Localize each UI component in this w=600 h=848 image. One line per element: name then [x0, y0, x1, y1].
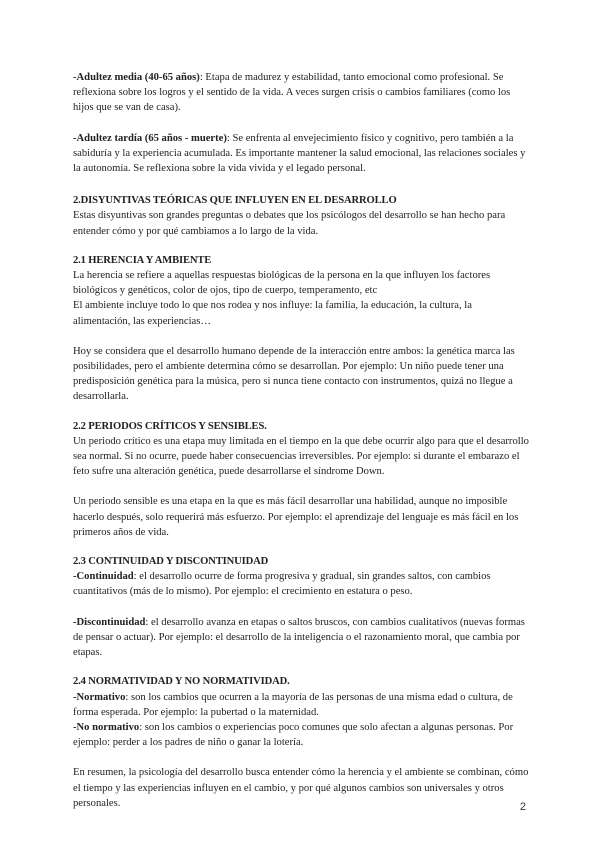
sensitive-period-paragraph: Un periodo sensible es una etapa en la que es más fácil desarrollar una habilidad, aunque no imposible hacerlo después, solo requerirá más esfuerzo. Por ejemplo: el aprendizaje del lenguaje es más fácil en los primeros años de vida. [73, 496, 519, 538]
section-heading-2-2: 2.2 PERIODOS CRÍTICOS Y SENSIBLES. [73, 420, 267, 432]
page-number: 2 [519, 801, 526, 813]
stage-paragraph-late-adulthood [73, 131, 531, 177]
normative-paragraph [73, 690, 531, 720]
discontinuity-term: -Discontinuidad [73, 616, 146, 628]
discontinuity-paragraph [73, 615, 531, 661]
discontinuity-text: : el desarrollo avanza en etapas o saltos bruscos, con cambios cualitativos (nuevas formas de pensar o actuar). Por ejemplo: el desarrollo de la inteligencia o el razonamiento moral, que cambia por etapas. [73, 616, 525, 659]
non-normative-text: : son los cambios o experiencias poco comunes que solo afectan a algunas personas. Por ejemplo: perder a los padres de niño o ganar la lotería. [73, 721, 514, 749]
section-heading-2: 2.DISYUNTIVAS TEÓRICAS QUE INFLUYEN EN EL DESARROLLO [73, 195, 397, 207]
page-content [73, 70, 531, 811]
stage-paragraph-middle-adulthood [73, 70, 531, 116]
non-normative-term: -No normativo [73, 721, 140, 733]
interaction-paragraph: Hoy se considera que el desarrollo humano depende de la interacción entre ambos: la genética marca las posibilidades, pero el ambiente determina cómo se desarrollan. Por ejemplo: Un niño puede tener una predisposición genética para la música, pero si nunca tiene contacto con instrumentos, quizá no llegue a desarrollarla. [73, 345, 515, 403]
stage-text: : Se enfrenta al envejecimiento físico y cognitivo, pero también a la sabiduría y la experiencia acumulada. Es importante mantener la salud emocional, las relaciones sociales y la autonomía. Se reflexiona sobre la vida vivida y el legado personal. [73, 132, 526, 175]
stage-text: : Etapa de madurez y estabilidad, tanto emocional como profesional. Se reflexiona sobre los logros y el sentido de la vida. A veces surgen crisis o cambios familiares (como los hijos que se van de casa). [73, 72, 511, 114]
critical-period-paragraph: Un periodo crítico es una etapa muy limitada en el tiempo en la que debe ocurrir algo para que el desarrollo sea normal. Si no ocurre, puede haber consecuencias irreversibles. Por ejemplo: si durante el embarazo el feto sufre una alteración genética, puede desarrollarse el síndrome Down. [73, 435, 529, 478]
summary-paragraph: En resumen, la psicología del desarrollo busca entender cómo la herencia y el ambiente se combinan, cómo el tiempo y las experiencias influyen en el cambio, y por qué algunos cambios son universales y otros personales. [73, 767, 529, 809]
heredity-paragraph: La herencia se refiere a aquellas respuestas biológicas de la persona en la que influyen los factores biológicos y genéticos, color de ojos, tipo de cuerpo, temperamento, etc [73, 270, 491, 297]
section-heading-2-1: 2.1 HERENCIA Y AMBIENTE [73, 254, 212, 266]
normative-text: : son los cambios que ocurren a la mayoría de las personas de una misma edad o cultura, de forma esperada. Por ejemplo: la pubertad o la maternidad. [73, 691, 513, 718]
continuity-text: : el desarrollo ocurre de forma progresiva y gradual, sin grandes saltos, con cambios cuantitativos (más de lo mismo). Por ejemplo: el crecimiento en estatura o peso. [73, 571, 491, 598]
stage-term: -Adultez tardía (65 años - muerte) [73, 132, 227, 144]
section-2-intro: Estas disyuntivas son grandes preguntas o debates que los psicólogos del desarrollo se han hecho para entender cómo y por qué cambiamos a lo largo de la vida. [73, 210, 506, 237]
section-heading-2-4: 2.4 NORMATIVIDAD Y NO NORMATIVIDAD. [73, 676, 290, 688]
section-heading-2-3: 2.3 CONTINUIDAD Y DISCONTINUIDAD [73, 556, 269, 568]
stage-term: -Adultez media (40-65 años) [73, 72, 200, 83]
environment-paragraph: El ambiente incluye todo lo que nos rodea y nos influye: la familia, la educación, la cultura, la alimentación, las experiencias… [73, 300, 472, 327]
continuity-term: -Continuidad [73, 571, 134, 583]
continuity-paragraph [73, 569, 531, 599]
non-normative-paragraph [73, 720, 531, 750]
normative-term: -Normativo [73, 691, 126, 703]
